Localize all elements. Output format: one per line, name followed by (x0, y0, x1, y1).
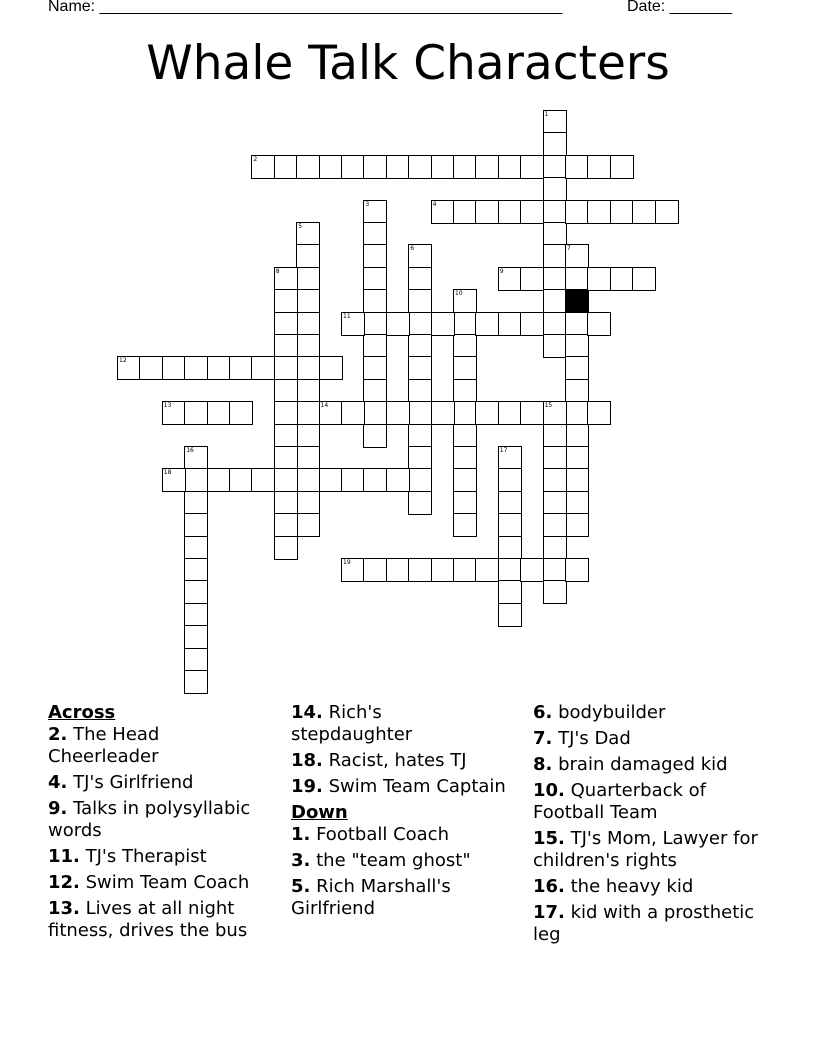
grid-cell[interactable] (274, 267, 298, 291)
grid-cell[interactable] (184, 536, 208, 560)
grid-cell[interactable] (543, 468, 567, 492)
grid-cell[interactable] (184, 580, 208, 604)
clue-item-number: 3. (291, 850, 311, 871)
grid-cell[interactable] (565, 155, 589, 179)
grid-cell[interactable] (296, 491, 320, 515)
grid-cell[interactable] (431, 312, 455, 336)
clue-item-number: 13. (48, 898, 80, 919)
clue-item (533, 902, 768, 946)
grid-cell[interactable] (498, 312, 522, 336)
grid-cell[interactable] (274, 155, 298, 179)
grid-cell[interactable] (363, 468, 387, 492)
clue-item (291, 702, 506, 746)
grid-cell[interactable] (296, 267, 320, 291)
clue-item-number: 4. (48, 772, 68, 793)
grid-cell[interactable] (408, 289, 432, 313)
clue-item-text: Rich's stepdaughter (291, 702, 413, 745)
clue-item-number: 15. (533, 828, 565, 849)
clue-item (48, 846, 273, 868)
grid-cell[interactable] (184, 446, 208, 470)
grid-cell[interactable] (453, 312, 477, 336)
clue-item (48, 772, 273, 794)
down-clue-list (291, 824, 506, 920)
grid-cell[interactable] (296, 289, 320, 313)
clue-number: 3 (365, 200, 370, 208)
grid-cell[interactable] (408, 401, 432, 425)
grid-cell[interactable] (565, 244, 589, 268)
clue-item-text: TJ's Therapist (79, 846, 207, 867)
grid-cell[interactable] (274, 312, 298, 336)
grid-cell[interactable] (565, 401, 589, 425)
clue-item-number: 10. (533, 780, 565, 801)
clue-number: 9 (499, 267, 504, 275)
clue-item-text: Rich Marshall's Girlfriend (291, 876, 451, 919)
grid-cell[interactable] (632, 267, 656, 291)
grid-cell[interactable] (139, 356, 163, 380)
grid-cell[interactable] (386, 558, 410, 582)
grid-cell[interactable] (565, 513, 589, 537)
grid-cell[interactable] (386, 155, 410, 179)
grid-cell[interactable] (543, 132, 567, 156)
grid-cell[interactable] (386, 401, 410, 425)
grid-cell[interactable] (296, 334, 320, 358)
clue-item (48, 898, 273, 942)
grid-cell[interactable] (341, 401, 365, 425)
grid-cell[interactable] (363, 155, 387, 179)
grid-cell[interactable] (363, 222, 387, 246)
grid-cell[interactable] (184, 625, 208, 649)
grid-cell[interactable] (162, 356, 186, 380)
grid-cell[interactable] (565, 558, 589, 582)
grid-cell[interactable] (184, 356, 208, 380)
grid-cell[interactable] (475, 401, 499, 425)
grid-cell[interactable] (543, 536, 567, 560)
clue-item (533, 828, 768, 872)
clue-item (533, 780, 768, 824)
clue-item-text: the "team ghost" (310, 850, 471, 871)
grid-cell[interactable] (431, 200, 455, 224)
clues-column-1 (48, 702, 273, 946)
clue-item (533, 754, 768, 776)
grid-cell[interactable] (543, 513, 567, 537)
grid-cell[interactable] (565, 424, 589, 448)
grid-cell[interactable] (498, 267, 522, 291)
clue-number: 5 (298, 223, 303, 230)
grid-cell[interactable] (453, 446, 477, 470)
grid-cell[interactable] (296, 513, 320, 537)
grid-cell[interactable] (341, 468, 365, 492)
clue-number: 7 (567, 245, 571, 253)
grid-cell[interactable] (543, 222, 567, 246)
grid-cell[interactable] (453, 401, 477, 425)
grid-cell[interactable] (296, 155, 320, 179)
clue-number: 16 (186, 447, 194, 454)
grid-cell[interactable] (475, 558, 499, 582)
clue-item (533, 728, 768, 750)
grid-cell[interactable] (565, 200, 589, 224)
grid-cell[interactable] (565, 267, 589, 291)
grid-cell[interactable] (431, 401, 455, 425)
grid-cell[interactable] (565, 312, 589, 336)
clue-number: 18 (163, 469, 172, 477)
clue-item-text: TJ's Girlfriend (67, 772, 194, 793)
grid-cell[interactable] (274, 334, 298, 358)
grid-cell[interactable] (453, 558, 477, 582)
grid-cell[interactable] (363, 289, 387, 313)
grid-cell[interactable] (408, 468, 432, 492)
grid-cell[interactable] (498, 536, 522, 560)
clue-number: 1 (544, 111, 549, 118)
clue-item (533, 702, 768, 724)
grid-cell[interactable] (296, 356, 320, 380)
grid-cell[interactable] (386, 468, 410, 492)
clue-number: 14 (320, 402, 329, 410)
grid-cell[interactable] (565, 334, 589, 358)
grid-cell[interactable] (363, 379, 387, 403)
date-field-label: Date: _______ (627, 0, 732, 15)
grid-cell[interactable] (408, 312, 432, 336)
grid-cell[interactable] (408, 267, 432, 291)
grid-cell[interactable] (408, 379, 432, 403)
down-clue-list-continued (533, 702, 768, 946)
clue-number: 6 (410, 245, 415, 253)
black-square (565, 289, 589, 313)
grid-cell[interactable] (363, 558, 387, 582)
clue-item-text: Quarterback of Football Team (533, 780, 706, 823)
name-field-label: Name: ____________________________________________________ (48, 0, 563, 15)
grid-cell[interactable] (274, 424, 298, 448)
grid-cell[interactable] (543, 312, 567, 336)
grid-cell[interactable] (363, 267, 387, 291)
grid-cell[interactable] (431, 558, 455, 582)
grid-cell[interactable] (251, 468, 275, 492)
grid-cell[interactable] (296, 379, 320, 403)
grid-cell[interactable] (453, 491, 477, 515)
grid-cell[interactable] (251, 155, 275, 179)
clue-item-number: 19. (291, 776, 323, 797)
grid-cell[interactable] (408, 491, 432, 515)
clue-item (291, 876, 506, 920)
grid-cell[interactable] (184, 468, 208, 492)
grid-cell[interactable] (296, 468, 320, 492)
clue-item (291, 776, 506, 798)
grid-cell[interactable] (184, 648, 208, 672)
grid-cell[interactable] (587, 312, 611, 336)
clue-item-number: 16. (533, 876, 565, 897)
grid-cell[interactable] (520, 401, 544, 425)
grid-cell[interactable] (520, 312, 544, 336)
grid-cell[interactable] (229, 468, 253, 492)
grid-cell[interactable] (543, 244, 567, 268)
grid-cell[interactable] (587, 200, 611, 224)
clue-number: 12 (119, 357, 127, 365)
grid-cell[interactable] (341, 155, 365, 179)
grid-cell[interactable] (453, 379, 477, 403)
grid-cell[interactable] (632, 200, 656, 224)
grid-cell[interactable] (520, 200, 544, 224)
clue-item-text: the heavy kid (564, 876, 694, 897)
grid-cell[interactable] (498, 558, 522, 582)
grid-cell[interactable] (184, 491, 208, 515)
grid-cell[interactable] (229, 401, 253, 425)
clue-item-text: bodybuilder (552, 702, 666, 723)
grid-cell[interactable] (207, 401, 231, 425)
clue-item-text: Lives at all night fitness, drives the bus (48, 898, 248, 941)
clue-item-number: 9. (48, 798, 68, 819)
clue-item-number: 1. (291, 824, 311, 845)
grid-cell[interactable] (543, 177, 567, 201)
grid-cell[interactable] (296, 446, 320, 470)
grid-cell[interactable] (498, 446, 522, 470)
grid-cell[interactable] (207, 468, 231, 492)
grid-cell[interactable] (117, 356, 141, 380)
clue-item-number: 11. (48, 846, 80, 867)
clue-number: 17 (499, 447, 508, 454)
grid-cell[interactable] (274, 379, 298, 403)
clue-item (48, 724, 273, 768)
grid-cell[interactable] (610, 267, 634, 291)
grid-cell[interactable] (274, 491, 298, 515)
grid-cell[interactable] (363, 424, 387, 448)
clue-number: 2 (253, 155, 258, 163)
clue-item-text: TJ's Mom, Lawyer for children's rights (533, 828, 758, 871)
down-heading: Down (291, 802, 348, 823)
grid-cell[interactable] (408, 356, 432, 380)
clue-item (48, 872, 273, 894)
grid-cell[interactable] (498, 401, 522, 425)
grid-cell[interactable] (274, 513, 298, 537)
grid-cell[interactable] (453, 334, 477, 358)
grid-cell[interactable] (274, 536, 298, 560)
clue-item (291, 750, 506, 772)
grid-cell[interactable] (520, 558, 544, 582)
grid-cell[interactable] (543, 424, 567, 448)
grid-cell[interactable] (296, 244, 320, 268)
grid-cell[interactable] (363, 244, 387, 268)
grid-cell[interactable] (296, 312, 320, 336)
clue-number: 15 (544, 402, 553, 410)
grid-cell[interactable] (319, 401, 343, 425)
grid-cell[interactable] (543, 267, 567, 291)
grid-cell[interactable] (565, 379, 589, 403)
grid-cell[interactable] (408, 244, 432, 268)
clue-item (48, 798, 273, 842)
clue-item-text: Swim Team Captain (322, 776, 506, 797)
grid-cell[interactable] (655, 200, 679, 224)
grid-cell[interactable] (184, 670, 208, 694)
grid-cell[interactable] (498, 468, 522, 492)
clue-number: 13 (163, 402, 172, 410)
grid-cell[interactable] (543, 200, 567, 224)
grid-cell[interactable] (543, 491, 567, 515)
grid-cell[interactable] (565, 446, 589, 470)
grid-cell[interactable] (453, 155, 477, 179)
grid-cell[interactable] (408, 334, 432, 358)
grid-cell[interactable] (363, 312, 387, 336)
clue-number: 11 (343, 312, 351, 320)
grid-cell[interactable] (274, 468, 298, 492)
grid-cell[interactable] (229, 356, 253, 380)
grid-cell[interactable] (543, 558, 567, 582)
grid-cell[interactable] (498, 155, 522, 179)
grid-cell[interactable] (543, 289, 567, 313)
grid-cell[interactable] (341, 312, 365, 336)
grid-cell[interactable] (431, 155, 455, 179)
grid-cell[interactable] (565, 356, 589, 380)
clue-item-number: 8. (533, 754, 553, 775)
grid-cell[interactable] (408, 155, 432, 179)
grid-cell[interactable] (296, 222, 320, 246)
grid-cell[interactable] (274, 356, 298, 380)
grid-cell[interactable] (565, 468, 589, 492)
grid-cell[interactable] (408, 424, 432, 448)
clue-item-text: brain damaged kid (552, 754, 728, 775)
clue-item-text: Talks in polysyllabic words (48, 798, 251, 841)
grid-cell[interactable] (453, 356, 477, 380)
grid-cell[interactable] (363, 356, 387, 380)
clue-item (533, 876, 768, 898)
grid-cell[interactable] (386, 312, 410, 336)
across-clue-list (48, 724, 273, 942)
grid-cell[interactable] (453, 513, 477, 537)
grid-cell[interactable] (610, 200, 634, 224)
clue-item-number: 5. (291, 876, 311, 897)
clue-item-text: Swim Team Coach (79, 872, 250, 893)
clue-item-text: Racist, hates TJ (322, 750, 467, 771)
grid-cell[interactable] (453, 289, 477, 313)
grid-cell[interactable] (408, 558, 432, 582)
grid-cell[interactable] (319, 155, 343, 179)
clue-item-text: Football Coach (310, 824, 449, 845)
across-heading: Across (48, 702, 116, 723)
page-title: Whale Talk Characters (146, 36, 670, 91)
clue-item-number: 12. (48, 872, 80, 893)
clue-item-number: 7. (533, 728, 553, 749)
clue-item-text: TJ's Dad (552, 728, 631, 749)
grid-cell[interactable] (543, 155, 567, 179)
grid-cell[interactable] (319, 356, 343, 380)
grid-cell[interactable] (363, 334, 387, 358)
grid-cell[interactable] (498, 513, 522, 537)
grid-cell[interactable] (363, 401, 387, 425)
grid-cell[interactable] (498, 200, 522, 224)
clue-number: 10 (455, 290, 463, 298)
grid-cell[interactable] (565, 491, 589, 515)
grid-cell[interactable] (587, 155, 611, 179)
grid-cell[interactable] (543, 446, 567, 470)
grid-cell[interactable] (341, 558, 365, 582)
grid-cell[interactable] (296, 424, 320, 448)
grid-cell[interactable] (162, 468, 186, 492)
clue-number: 8 (275, 267, 280, 275)
grid-cell[interactable] (520, 155, 544, 179)
grid-cell[interactable] (610, 155, 634, 179)
clue-number: 4 (432, 200, 437, 208)
grid-cell[interactable] (475, 200, 499, 224)
clues-column-3 (533, 702, 768, 950)
grid-cell[interactable] (543, 110, 567, 134)
grid-cell[interactable] (543, 401, 567, 425)
grid-cell[interactable] (475, 312, 499, 336)
across-clue-list-continued (291, 702, 506, 798)
grid-cell[interactable] (162, 401, 186, 425)
grid-cell[interactable] (319, 468, 343, 492)
grid-cell[interactable] (587, 401, 611, 425)
grid-cell[interactable] (207, 356, 231, 380)
grid-cell[interactable] (498, 603, 522, 627)
grid-cell[interactable] (453, 200, 477, 224)
grid-cell[interactable] (453, 468, 477, 492)
grid-cell[interactable] (543, 334, 567, 358)
grid-cell[interactable] (408, 446, 432, 470)
grid-cell[interactable] (543, 580, 567, 604)
grid-cell[interactable] (296, 401, 320, 425)
grid-cell[interactable] (184, 558, 208, 582)
grid-cell[interactable] (453, 424, 477, 448)
clues-column-2 (291, 702, 506, 924)
grid-cell[interactable] (498, 491, 522, 515)
grid-cell[interactable] (587, 267, 611, 291)
grid-cell[interactable] (498, 580, 522, 604)
clue-item-text: The Head Cheerleader (48, 724, 160, 767)
clue-item (291, 824, 506, 846)
grid-cell[interactable] (274, 289, 298, 313)
clue-item-number: 17. (533, 902, 565, 923)
clue-item (291, 850, 506, 872)
grid-cell[interactable] (475, 155, 499, 179)
grid-cell[interactable] (251, 356, 275, 380)
grid-cell[interactable] (184, 513, 208, 537)
grid-cell[interactable] (363, 200, 387, 224)
clue-item-number: 2. (48, 724, 68, 745)
grid-cell[interactable] (184, 401, 208, 425)
grid-cell[interactable] (184, 603, 208, 627)
clue-item-number: 14. (291, 702, 323, 723)
grid-cell[interactable] (520, 267, 544, 291)
clue-item-text: kid with a prosthetic leg (533, 902, 755, 945)
grid-cell[interactable] (274, 446, 298, 470)
clue-number: 19 (343, 559, 351, 566)
grid-cell[interactable] (274, 401, 298, 425)
clue-item-number: 6. (533, 702, 553, 723)
clue-item-number: 18. (291, 750, 323, 771)
